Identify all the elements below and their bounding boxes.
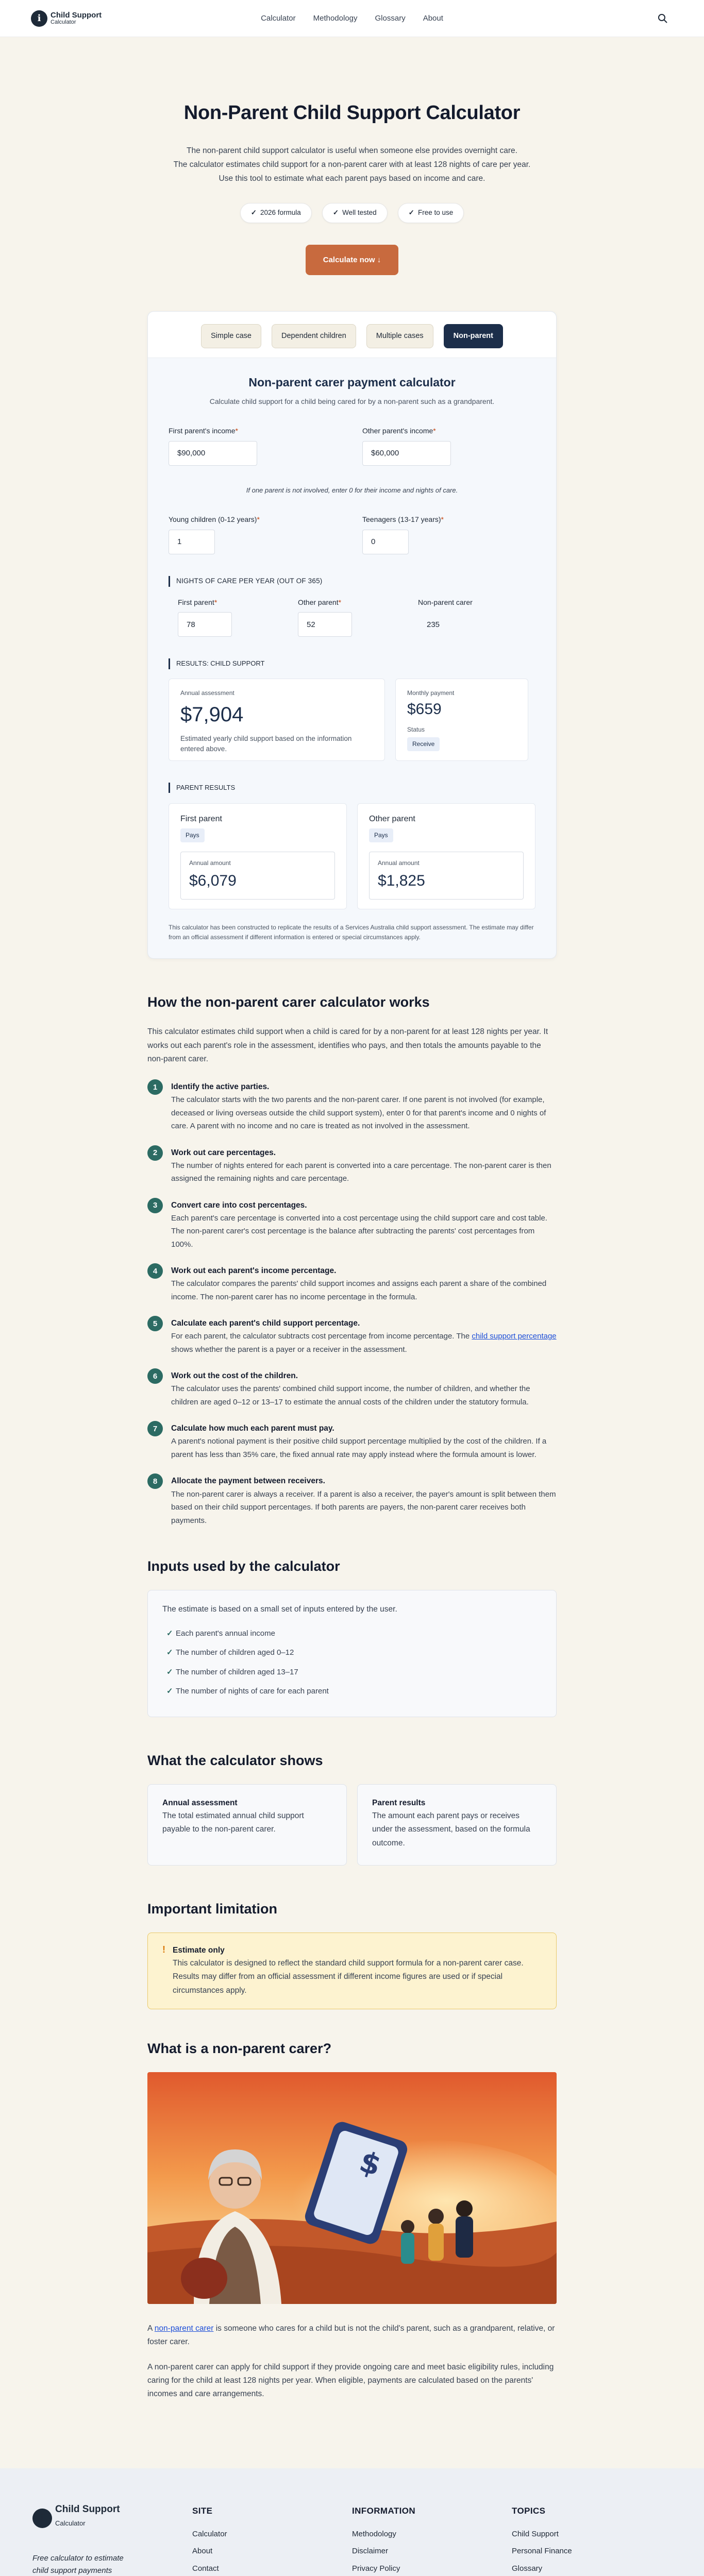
parent-results-heading: PARENT RESULTS [169,783,535,793]
list-item: ✓ Each parent's annual income [162,1628,542,1639]
results-heading: RESULTS: CHILD SUPPORT [169,658,535,669]
calculator-subtitle: Calculate child support for a child being cared for by a non-parent such as a grandparent. [209,397,495,405]
tab-non-parent[interactable]: Non-parent [444,324,503,348]
other-parent-card: Other parent Pays Annual amount $1,825 [357,803,535,909]
footer-link-personal-finance[interactable]: Personal Finance [512,2547,572,2556]
badge-formula: ✓ 2026 formula [240,203,312,223]
inputs-list [162,1628,542,1697]
monthly-payment-card: Monthly payment $659 Status Receive [395,679,528,761]
inputs-box: The estimate is based on a small set of inputs entered by the user. ✓ Each parent's annual income ✓ The number of children aged 0–12 ✓ The number of children aged 13–17 ✓ The number of nights of care for each parent [147,1590,557,1717]
footer-link-about[interactable]: About [192,2547,213,2556]
list-item: ✓ The number of children aged 0–12 [162,1647,542,1658]
list-item: 2 Work out care percentages. The number of nights entered for each parent is converted into a care percentage. The non-parent carer is then assigned the remaining nights and care percentage. [147,1145,557,1185]
annual-assessment-info-card: Annual assessment The total estimated annual child support payable to the non-parent carer. [147,1784,347,1866]
how-title: How the non-parent carer calculator works [147,994,430,1010]
footer-site-column: SITE Calculator About Contact [192,2504,352,2576]
footer-information-column: INFORMATION Methodology Disclaimer Privacy Policy [352,2504,512,2576]
non-parent-carer-link[interactable]: non-parent carer [154,2324,214,2333]
tab-dependent-children[interactable]: Dependent children [272,324,356,348]
annual-assessment-value: $7,904 [180,703,244,726]
list-item: 1 Identify the active parties. The calculator starts with the two parents and the non-parent carer. If one parent is not involved (for example, deceased or living overseas outside the child support system), enter 0 for that parent's income and 0 nights of care. A parent with no income and no care is treated as not involved in the assessment. [147,1079,557,1133]
inputs-title: Inputs used by the calculator [147,1558,340,1574]
footer-logo[interactable]: i Child Support Calculator [32,2504,192,2537]
footer-topics-column: TOPICS Child Support Personal Finance Glossary [512,2504,672,2576]
nights-carer-value: 235 [418,612,537,637]
first-parent-amount: $6,079 [189,872,237,889]
what-paragraph-1: A non-parent carer is someone who cares for a child but is not the child's parent, such as a grandparent, relative, or foster carer. [147,2324,555,2347]
parent-results-row [148,803,556,909]
shows-section [147,1750,557,1866]
list-item: 8 Allocate the payment between receivers. The non-parent carer is always a receiver. If a parent is also a receiver, the payer's amount is split between them based on their child support percentages. If both parents are payers, the non-parent carer receives both payments. [147,1473,557,1527]
children-row [148,514,556,554]
teenagers-input[interactable]: 0 [362,530,409,554]
list-item: ✓ The number of children aged 13–17 [162,1666,542,1678]
nights-row [148,597,556,637]
nights-first-input[interactable]: 78 [178,612,232,637]
feature-badges [0,203,704,223]
calculate-now-button[interactable]: Calculate now ↓ [306,245,399,275]
hero-section [0,37,704,275]
nav-link-about[interactable]: About [423,13,443,23]
calculator-disclaimer: This calculator has been constructed to replicate the results of a Services Australia child support assessment. The estimate may differ from an official assessment if different information is entered or special circumstances apply. [169,924,534,941]
calculator-panel [147,311,557,958]
status-badge: Pays [180,828,205,842]
search-icon[interactable] [658,13,668,24]
status-badge: Pays [369,828,393,842]
status-badge: Receive [407,737,440,751]
calculator-tabs [148,312,556,358]
what-title: What is a non-parent carer? [147,2040,332,2056]
svg-text:$: $ [355,2144,385,2183]
tab-simple-case[interactable]: Simple case [201,324,261,348]
footer-link-calculator[interactable]: Calculator [192,2530,227,2539]
footer-link-glossary[interactable]: Glossary [512,2564,543,2573]
check-icon: ✓ [166,1686,173,1696]
uninvolved-parent-note: If one parent is not involved, enter 0 for their income and nights of care. [246,486,458,494]
info-logo-icon: i [32,2509,52,2528]
check-icon: ✓ [166,1667,173,1676]
logo-line-2: Calculator [51,19,76,25]
nights-heading: NIGHTS OF CARE PER YEAR (OUT OF 365) [169,576,535,587]
first-parent-card: First parent Pays Annual amount $6,079 [169,803,347,909]
site-logo[interactable] [31,10,102,27]
list-item: 4 Work out each parent's income percentage. The calculator compares the parents' child support incomes and assigns each parent a share of the combined income. The non-parent carer has no income percentage in the formula. [147,1263,557,1303]
check-icon: ✓ [250,209,257,217]
inputs-section [147,1556,557,1717]
exclamation-icon: ! [162,1944,165,1955]
check-icon: ✓ [166,1629,173,1638]
first-income-field: First parent's income* $90,000 [169,426,342,466]
nav-link-methodology[interactable]: Methodology [313,13,358,23]
warning-box: ! Estimate only This calculator is designed to reflect the standard child support formula for a non-parent carer case. Results may differ from an official assessment if different income figures are used or if special circumstances apply. [147,1933,557,2009]
other-income-field: Other parent's income* $60,000 [362,426,535,466]
nav-link-glossary[interactable]: Glossary [375,13,406,23]
limitation-title: Important limitation [147,1901,277,1917]
how-it-works-section [147,992,557,1528]
hero-line-2: The calculator estimates child support for a non-parent carer with at least 128 nights of care per year. [173,160,531,170]
badge-free: ✓ Free to use [398,203,464,223]
hero-line-1: The non-parent child support calculator is useful when someone else provides overnight care. [187,146,517,155]
footer-link-methodology[interactable]: Methodology [352,2530,396,2539]
hero-line-3: Use this tool to estimate what each parent pays based on income and care. [219,174,485,183]
other-parent-amount: $1,825 [378,872,425,889]
list-item: 6 Work out the cost of the children. The calculator uses the parents' combined child support income, the number of children, and whether the children are aged 0–12 or 13–17 to estimate the annual costs of the children under the statutory formula. [147,1368,557,1409]
teenagers-field: Teenagers (13-17 years)* 0 [362,514,535,554]
nights-first-field: First parent* 78 [178,597,267,637]
other-income-input[interactable]: $60,000 [362,441,451,466]
list-item: 3 Convert care into cost percentages. Each parent's care percentage is converted into a cost percentage using the child support care and cost table. The non-parent carer's cost percentage is the balance after subtracting the parents' cost percentages from 100%. [147,1198,557,1251]
list-item: 5 Calculate each parent's child support percentage. For each parent, the calculator subtracts cost percentage from income percentage. The child support percentage shows whether the parent is a payer or a receiver in the assessment. [147,1316,557,1356]
footer-tagline: Free calculator to estimate child support payments [32,2554,124,2575]
steps-list [147,1079,557,1527]
nights-carer-field: Non-parent carer 235 [418,597,526,637]
check-icon: ✓ [332,209,339,217]
parent-results-info-card: Parent results The amount each parent pays or receives under the assessment, based on the formula outcome. [357,1784,557,1866]
what-paragraph-2: A non-parent carer can apply for child support if they provide ongoing care and meet basic eligibility rules, including caring for the child at least 128 nights per year. When eligible, payments are calculated based on the parents' incomes and care arrangements. [147,2362,554,2399]
nav-link-calculator[interactable]: Calculator [261,13,296,23]
what-section [147,2038,557,2401]
footer-link-contact[interactable]: Contact [192,2564,219,2573]
top-navbar [0,0,704,37]
nights-other-input[interactable]: 52 [298,612,352,637]
list-item: 7 Calculate how much each parent must pay. A parent's notional payment is their positive child support percentage multiplied by the cost of the children. If a parent has less than 35% care, the fixed annual rate may apply instead where the formula amount is lower. [147,1421,557,1461]
shows-title: What the calculator shows [147,1753,323,1769]
footer-link-disclaimer[interactable]: Disclaimer [352,2547,389,2556]
calculator-title: Non-parent carer payment calculator [248,375,456,389]
annual-assessment-card: Annual assessment $7,904 Estimated yearly child support based on the information entered above. [169,679,385,761]
page-title: Non-Parent Child Support Calculator [183,102,521,124]
limitation-section [147,1899,557,2009]
monthly-payment-value: $659 [407,701,442,718]
income-row [148,426,556,466]
grandmother-calculator-illustration [147,2072,557,2304]
check-icon: ✓ [408,209,414,217]
young-children-input[interactable]: 1 [169,530,215,554]
main-nav [261,12,443,24]
check-icon: ✓ [166,1648,173,1657]
footer-brand [32,2504,192,2576]
child-support-percentage-link[interactable]: child support percentage [472,1332,557,1341]
list-item: ✓ The number of nights of care for each parent [162,1685,542,1697]
info-logo-icon: i [31,10,47,27]
footer-link-privacy[interactable]: Privacy Policy [352,2564,400,2573]
nights-other-field: Other parent* 52 [298,597,387,637]
results-row [148,679,556,761]
tab-multiple-cases[interactable]: Multiple cases [366,324,433,348]
how-intro: This calculator estimates child support when a child is cared for by a non-parent for at least 128 nights per year. It works out each parent's role in the assessment, identifies who pays, and then totals the amounts payable to the non-parent carer. [147,1027,548,1064]
first-income-input[interactable]: $90,000 [169,441,257,466]
footer-link-child-support[interactable]: Child Support [512,2530,559,2539]
site-footer [0,2468,704,2576]
badge-tested: ✓ Well tested [322,203,388,223]
young-children-field: Young children (0-12 years)* 1 [169,514,342,554]
logo-line-1: Child Support [51,10,102,20]
